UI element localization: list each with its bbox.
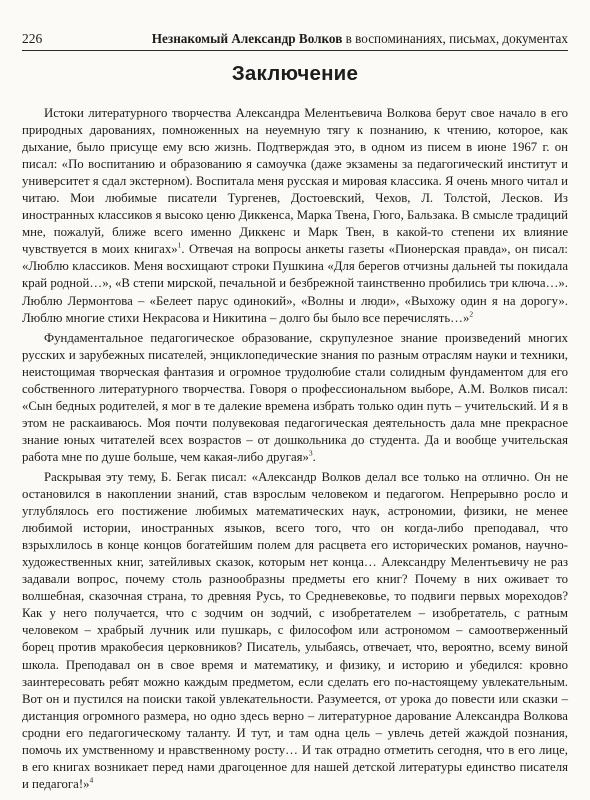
footnote-ref[interactable]: 2: [469, 309, 474, 319]
body-text: [22, 105, 568, 796]
running-title-author: Незнакомый Александр Волков: [151, 31, 343, 46]
paragraph-1: [22, 105, 568, 327]
paragraph-text: Фундаментальное педагогическое образование, скрупулезное знание произведений многих русских и зарубежных писателей, энциклопедические знания по разным отраслям науки и техники, неистощимая творческая фантазия и огромное трудолюбие стали солидным фундаментом для его собственного литературного творчества. Говоря о профессиональном выборе, А.М. Волков писал: «Сын бедных родителей, я мог в те далекие времена избрать только один путь – учительский. И я в этом не раскаиваюсь. Моя почти полувековая педагогическая деятельность дала мне прекрасное знание юных читателей всех возрастов – от дошкольника до студента. Да и вообще учительская работа мне по душе больше, чем какая-либо другая»: [22, 330, 568, 464]
paragraph-text: . Отвечая на вопросы анкеты газеты «Пионерская правда», он писал: «Люблю классиков. Меня восхищают строки Пушкина «Для берегов отчизны дальней ты покидала край родной…», «В степи мирской, печальной и безбрежной таинственно пробились три ключа…». Люблю Лермонтова – «Белеет парус одинокий», «Волны и люди», «Выхожу один я на дорогу». Люблю многие стихи Некрасова и Никитина – долго бы было все перечислять…»: [22, 242, 568, 325]
paragraph-text: Раскрывая эту тему, Б. Бегак писал: «Александр Волков делал все только на отлично. Он не остановился в накоплении знаний, став взрослым человеком и педагогом. Непрерывно росло и углублялось его постижение любимых математических наук, астрономии, физики, не менее любимой истории, иностранных языков, всего того, что он когда-либо преподавал, что взрыхлилось в конце концов богатейшим полем для расцвета его исторических романов, научно-художественных книг, затейливых сказок, которым нет конца… Александру Мелентьевичу не раз задавали вопрос, почему столь разнообразны предметы его книг? Почему в них оживает то волшебная, сказочная страна, то древняя Русь, то Средневековье, то подвиги первых мореходов? Как у него получается, что с зодчим он зодчий, с изобретателем – изобретатель, с ратным человеком – храбрый лучник или пушкарь, с философом или астрономом – самоотверженный борец против мракобесия церковников? Писатель, улыбаясь, отвечает, что, вероятно, всему виной школа. Преподавал он в свое время и математику, и физику, и историю и убедился: кровно заинтересовать ребят можно каждым предметом, если сделать его по-настоящему увлекательным. Вот он и пустился на поиски такой увлекательности. Разумеется, от урока до повести или сказки – дистанция огромного размера, но одно здесь верно – литературное дарование Александра Волкова сродни его педагогическому таланту. И тут, и там одна цель – увлечь детей жаждой познания, помочь их умственному и нравственному росту… И так отрадно отметить сегодня, что в его лице, в его книгах возникает перед нами драгоценное для нашей детской литературы единство писателя и педагога!»: [22, 469, 568, 791]
running-header: [22, 31, 568, 47]
footnote-ref[interactable]: 1: [177, 241, 182, 251]
paragraph-3: [22, 469, 568, 793]
footnote-ref[interactable]: 3: [308, 448, 313, 458]
running-title: [152, 31, 568, 47]
paragraph-text: Истоки литературного творчества Александра Мелентьевича Волкова берут свое начало в его природных дарованиях, помноженных на неуемную тягу к познанию, к чтению, которое, как дыхание, было присуще ему всю жизнь. Подтверждая это, в одном из писем в июне 1967 г. он писал: «По воспитанию и образованию я самоучка (даже экзамены за педагогический институт и университет я сдал экстерном). Воспитала меня русская и мировая классика. Я очень много читал и читаю. Мои любимые писатели Тургенев, Достоевский, Чехов, Л. Толстой, Лесков. Из иностранных классиков я высоко ценю Диккенса, Марка Твена, Гюго, Бальзака. В смысле традиций мне, пожалуй, ближе всего именно Диккенс и Марк Твен, в какой-то степени их влияние чувствуется в моих книгах»: [22, 106, 568, 257]
paragraph-2: Фундаментальное педагогическое образование, скрупулезное знание произведений многих русских и зарубежных писателей, энциклопедические знания по разным отраслям науки и техники, неистощимая творческая фантазия и огромное трудолюбие стали солидным фундаментом для его собственного литературного творчества. Говоря о профессиональном выборе, А.М. Волков писал: «Сын бедных родителей, я мог в те далекие времена избрать только один путь – учительский. И я в этом не раскаиваюсь. Моя почти полувековая педагогическая деятельность дала мне прекрасное знание юных читателей всех возрастов – от дошкольника до студента. Да и вообще учительская работа мне по душе больше, чем какая-либо другая»$^3$.: [22, 330, 568, 464]
chapter-title: Заключение: [231, 62, 359, 85]
page-number: 226: [22, 31, 43, 46]
header-rule: [22, 50, 568, 51]
footnote-ref[interactable]: 4: [89, 775, 94, 785]
running-title-subtitle: в воспоминаниях, письмах, документах: [342, 31, 568, 46]
